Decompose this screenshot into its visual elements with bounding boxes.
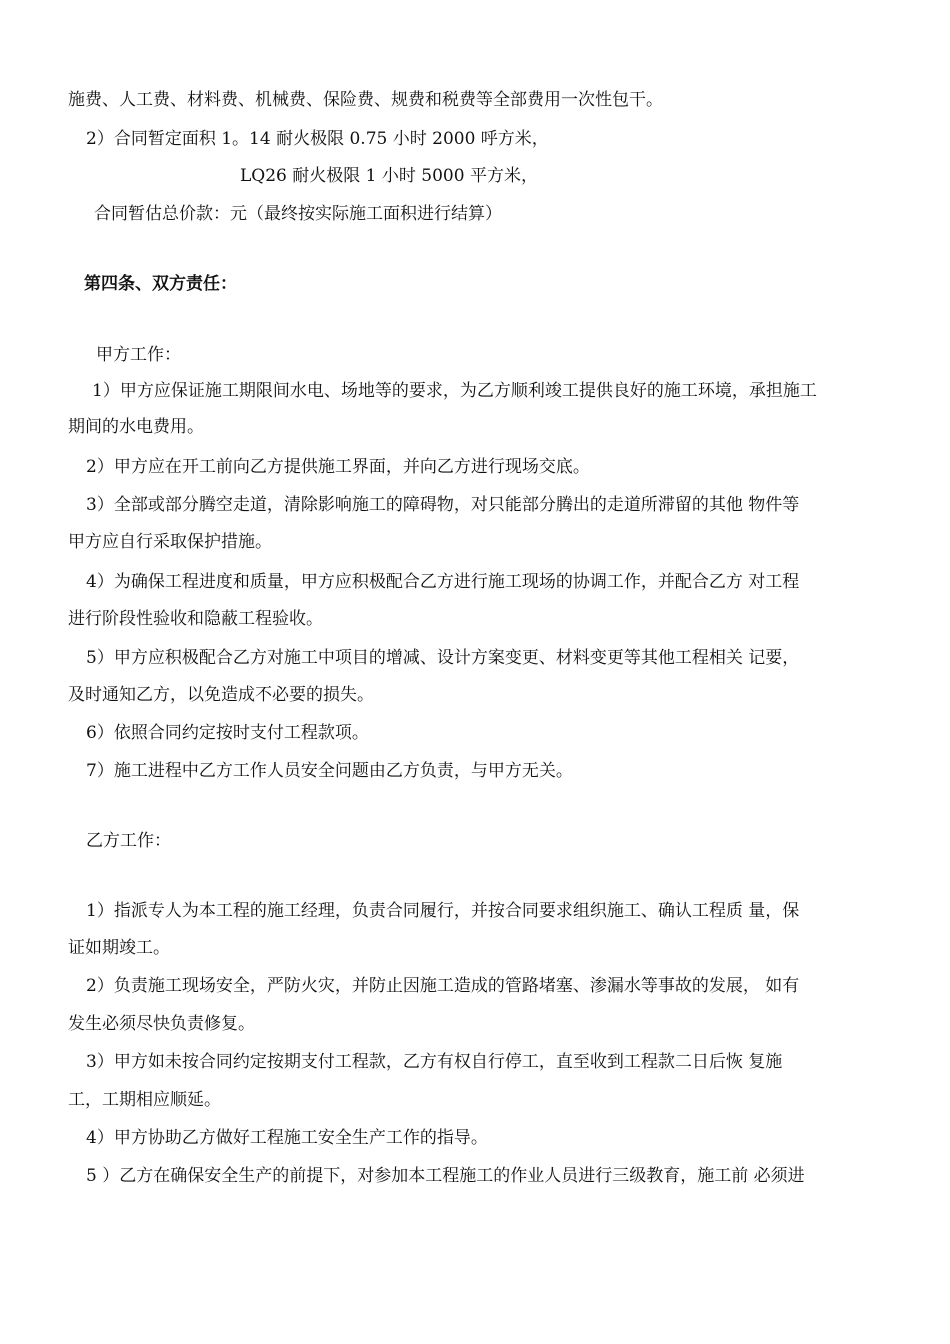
party-b-item-2-line-2: 发生必须尽快负责修复。 <box>68 1014 255 1034</box>
party-a-item-3-line-2: 甲方应自行采取保护措施。 <box>68 532 272 552</box>
party-a-item-4-line-2: 进行阶段性验收和隐蔽工程验收。 <box>68 609 323 629</box>
party-a-heading: 甲方工作： <box>96 345 181 365</box>
party-a-item-2: 2）甲方应在开工前向乙方提供施工界面，并向乙方进行现场交底。 <box>86 457 590 477</box>
party-a-item-3-line-1: 3）全部或部分腾空走道，清除影响施工的障碍物，对只能部分腾出的走道所滞留的其他 物件等 <box>86 495 800 515</box>
intro-line-2: 2）合同暂定面积 1。14 耐火极限 0.75 小时 2000 呼方米， <box>86 129 549 149</box>
party-b-item-3-line-1: 3）甲方如未按合同约定按期支付工程款，乙方有权自行停工，直至收到工程款二日后恢 复施 <box>86 1052 783 1072</box>
party-a-item-4-line-1: 4）为确保工程进度和质量，甲方应积极配合乙方进行施工现场的协调工作，并配合乙方 对工程 <box>86 572 800 592</box>
party-a-item-5-line-2: 及时通知乙方，以免造成不必要的损失。 <box>68 685 374 705</box>
party-a-item-1-line-2: 期间的水电费用。 <box>68 417 204 437</box>
intro-line-3: LQ26 耐火极限 1 小时 5000 平方米， <box>240 166 538 186</box>
party-b-item-4: 4）甲方协助乙方做好工程施工安全生产工作的指导。 <box>86 1128 488 1148</box>
party-a-item-1-line-1: 1）甲方应保证施工期限间水电、场地等的要求，为乙方顺利竣工提供良好的施工环境，承担施工 <box>92 381 817 401</box>
party-a-item-5-line-1: 5）甲方应积极配合乙方对施工中项目的增减、设计方案变更、材料变更等其他工程相关 记要， <box>86 648 800 668</box>
party-b-item-1-line-1: 1）指派专人为本工程的施工经理，负责合同履行，并按合同要求组织施工、确认工程质 量，保 <box>86 901 800 921</box>
intro-line-1: 施费、人工费、材料费、机械费、保险费、规费和税费等全部费用一次性包干。 <box>68 90 663 110</box>
intro-line-4: 合同暂估总价款：元（最终按实际施工面积进行结算） <box>94 204 502 224</box>
party-a-item-7: 7）施工进程中乙方工作人员安全问题由乙方负责，与甲方无关。 <box>86 761 573 781</box>
party-b-item-5-line-1: 5 ）乙方在确保安全生产的前提下，对参加本工程施工的作业人员进行三级教育，施工前 必须进 <box>86 1166 805 1186</box>
article-4-title: 第四条、双方责任： <box>84 274 237 294</box>
party-a-item-6: 6）依照合同约定按时支付工程款项。 <box>86 723 369 743</box>
party-b-item-2-line-1: 2）负责施工现场安全，严防火灾，并防止因施工造成的管路堵塞、渗漏水等事故的发展， 如有 <box>86 976 800 996</box>
party-b-item-3-line-2: 工，工期相应顺延。 <box>68 1090 221 1110</box>
party-b-item-1-line-2: 证如期竣工。 <box>68 938 170 958</box>
party-b-heading: 乙方工作： <box>86 831 171 851</box>
